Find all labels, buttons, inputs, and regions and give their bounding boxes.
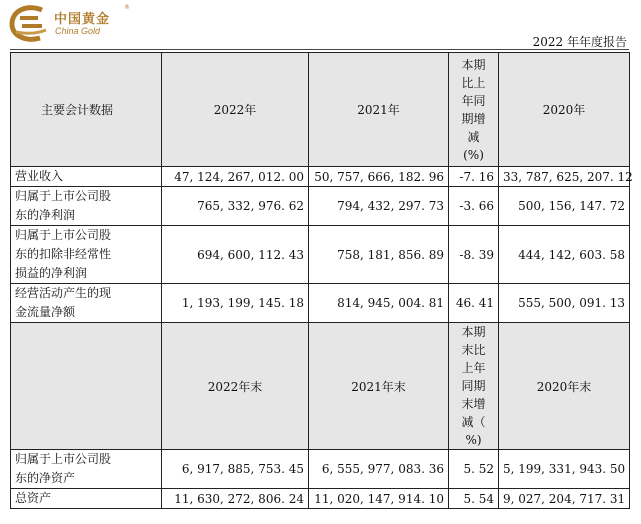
column-header-change-line: 末比: [461, 343, 486, 357]
registered-mark: ®: [124, 4, 130, 11]
china-gold-emblem-icon: [8, 4, 50, 44]
value-2022: 47, 124, 267, 012. 00: [162, 167, 309, 187]
page-header: [0, 0, 641, 50]
column-header-change-line: 同期: [461, 379, 486, 393]
value-2022: 6, 917, 885, 753. 45: [162, 450, 309, 489]
row-label: [11, 284, 162, 323]
value-change: 5. 54: [449, 489, 499, 509]
column-header-2022: 2022年末: [162, 323, 309, 450]
value-2022: 1, 193, 199, 145. 18: [162, 284, 309, 323]
logo-english-name: China Gold: [55, 26, 101, 36]
column-header-2021: 2021年末: [309, 323, 449, 450]
row-label: [11, 450, 162, 489]
value-2021: 50, 757, 666, 182. 96: [309, 167, 449, 187]
row-label-line: 归属于上市公司股: [15, 452, 112, 466]
accounting-data-table: [10, 52, 633, 509]
value-2021: 814, 945, 004. 81: [309, 284, 449, 323]
table-row: [11, 167, 630, 187]
row-label-line: 损益的净利润: [15, 266, 88, 280]
row-label: [11, 226, 162, 284]
value-change: 46. 41: [449, 284, 499, 323]
column-header-2021: 2021年: [309, 53, 449, 167]
column-header-2020: 2020年末: [499, 323, 630, 450]
value-change: 5. 52: [449, 450, 499, 489]
section1-header-row: [11, 53, 630, 167]
row-label: [11, 167, 162, 187]
value-2020: 9, 027, 204, 717. 31: [499, 489, 630, 509]
value-2020: 5, 199, 331, 943. 50: [499, 450, 630, 489]
column-header-change-line: 本期: [461, 325, 486, 339]
column-header-change-line: 年同: [461, 93, 486, 108]
column-header-change-line: 减: [467, 129, 480, 144]
logo-chinese-name: 中国黄金: [54, 12, 111, 27]
value-2021: 758, 181, 856. 89: [309, 226, 449, 284]
row-label-line: 总资产: [15, 491, 52, 505]
row-label: [11, 489, 162, 509]
value-2021: 6, 555, 977, 083. 36: [309, 450, 449, 489]
row-label-line: 东的扣除非经常性: [15, 247, 112, 261]
table-row: [11, 450, 630, 489]
header-divider: [10, 49, 629, 50]
china-gold-logo: [8, 4, 158, 44]
table-row: [11, 284, 630, 323]
value-change: -7. 16: [449, 167, 499, 187]
column-header-2020: 2020年: [499, 53, 630, 167]
column-header-change-line: 末增: [461, 397, 486, 411]
row-label-line: 经营活动产生的现: [15, 286, 112, 300]
row-label-line: 营业收入: [15, 169, 64, 183]
value-2020: 33, 787, 625, 207. 12: [499, 167, 630, 187]
row-label-line: 归属于上市公司股: [15, 228, 112, 242]
row-label: [11, 187, 162, 226]
table-row: [11, 226, 630, 284]
value-2020: 444, 142, 603. 58: [499, 226, 630, 284]
column-header-change: [449, 323, 499, 450]
row-label-line: 东的净利润: [15, 208, 76, 222]
row-label-line: 金流量净额: [15, 305, 76, 319]
value-2020: 555, 500, 091. 13: [499, 284, 630, 323]
value-2020: 500, 156, 147. 72: [499, 187, 630, 226]
column-header-change-line: %): [465, 433, 482, 447]
value-change: -8. 39: [449, 226, 499, 284]
value-2022: 694, 600, 112. 43: [162, 226, 309, 284]
row-label-line: 归属于上市公司股: [15, 189, 112, 203]
value-2021: 794, 432, 297. 73: [309, 187, 449, 226]
section2-header-row: [11, 323, 630, 450]
value-change: -3. 66: [449, 187, 499, 226]
column-header-item: 主要会计数据: [11, 53, 162, 167]
column-header-change-line: 减（: [461, 415, 486, 429]
column-header-change-line: 比上: [461, 75, 486, 90]
value-2021: 11, 020, 147, 914. 10: [309, 489, 449, 509]
column-header-change: [449, 53, 499, 167]
column-header-change-line: 上年: [461, 361, 486, 375]
value-2022: 765, 332, 976. 62: [162, 187, 309, 226]
column-header-change-line: 期增: [461, 111, 486, 126]
column-header-change-line: (%): [463, 147, 484, 162]
report-year-label: 2022 年年度报告: [532, 35, 627, 49]
table-row: [11, 489, 630, 509]
value-2022: 11, 630, 272, 806. 24: [162, 489, 309, 509]
column-header-change-line: 本期: [461, 57, 486, 72]
row-label-line: 东的净资产: [15, 471, 76, 485]
table-row: [11, 187, 630, 226]
column-header-2022: 2022年: [162, 53, 309, 167]
column-header-item: [11, 323, 162, 450]
